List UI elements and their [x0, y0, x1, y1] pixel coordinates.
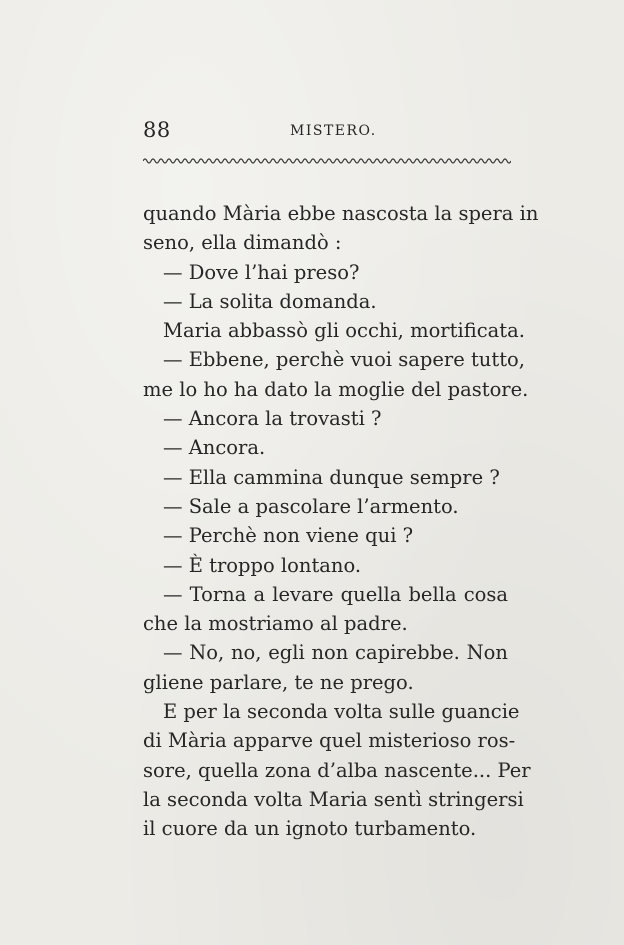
text-line: — Ancora la trovasti ?: [163, 407, 382, 431]
text-line: — Ebbene, perchè vuoi sapere tutto,: [163, 348, 525, 372]
ornamental-rule: [143, 157, 511, 165]
text-line: me lo ho ha dato la moglie del pastore.: [143, 377, 529, 401]
text-line: — No, no, egli non capirebbe. Non: [163, 641, 508, 665]
text-line: gliene parlare, te ne prego.: [143, 670, 414, 694]
text-line: Maria abbassò gli occhi, mortificata.: [163, 319, 525, 343]
text-line: — La solita domanda.: [163, 289, 377, 313]
running-title: MISTERO.: [290, 123, 377, 139]
text-line: — Sale a pascolare l’armento.: [163, 494, 459, 518]
text-line: il cuore da un ignoto turbamento.: [143, 817, 477, 841]
text-line: — Dove l’hai preso?: [163, 260, 360, 284]
text-line: seno, ella dimandò :: [143, 231, 342, 255]
body-text: [143, 199, 539, 844]
text-line: che la mostriamo al padre.: [143, 612, 408, 636]
text-line: — Perchè non viene qui ?: [163, 524, 414, 548]
page-number: 88: [143, 118, 171, 142]
text-line: — Ella cammina dunque sempre ?: [163, 465, 500, 489]
text-line: sore, quella zona d’alba nascente... Per: [143, 758, 531, 782]
text-line: — Ancora.: [163, 436, 266, 460]
text-line: — Torna a levare quella bella cosa: [163, 582, 508, 606]
text-line: di Mària apparve quel misterioso ros-: [143, 729, 516, 753]
text-line: quando Mària ebbe nascosta la spera in: [143, 202, 539, 225]
text-line: E per la seconda volta sulle guancie: [163, 700, 520, 724]
text-line: la seconda volta Maria sentì stringersi: [143, 787, 524, 811]
page-header: [143, 118, 513, 148]
text-line: — È troppo lontano.: [163, 553, 362, 577]
